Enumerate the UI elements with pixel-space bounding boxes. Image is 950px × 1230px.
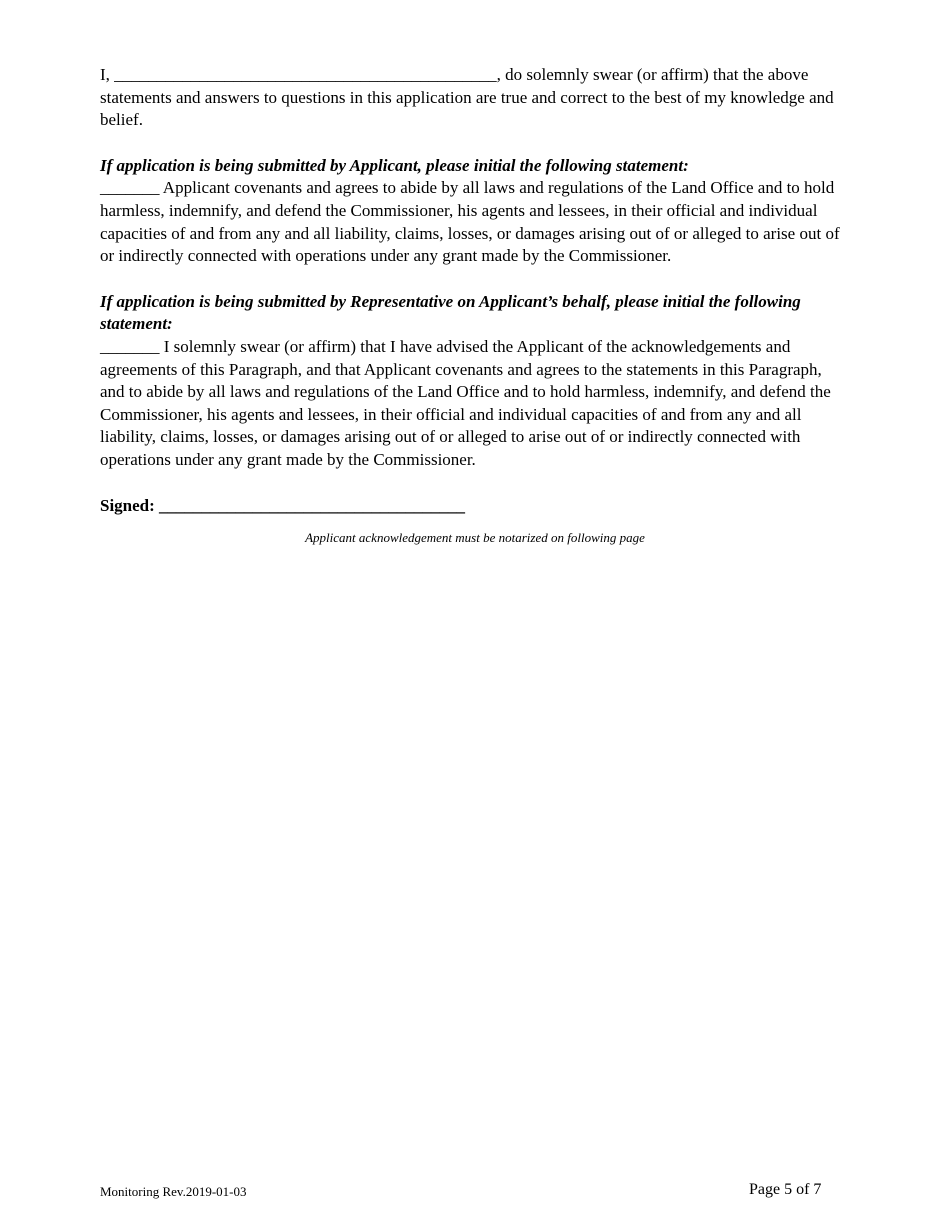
footer-revision: Monitoring Rev.2019-01-03 [100, 1184, 247, 1199]
applicant-section-statement: _______ Applicant covenants and agrees to abide by all laws and regulations of the Land Office and to hold harmless, indemnify, and defend the Commissioner, his agents and lessees, in their official and individual capacities of and from any and all liability, claims, losses, or damages arising out of or alleged to arise out of or indirectly connected with operations under any grant made by the Commissioner. [100, 178, 840, 266]
representative-section-statement: _______ I solemnly swear (or affirm) that I have advised the Applicant of the acknowledgements and agreements of this Paragraph, and that Applicant covenants and agrees to the statements in this Paragraph, and to abide by all laws and regulations of the Land Office and to hold harmless, indemnify, and defend the Commissioner, his agents and lessees, in their official and individual capacities of and from any and all liability, claims, losses, or damages arising out of or alleged to arise out of or indirectly connected with operations under any grant made by the Commissioner. [100, 336, 831, 469]
notarization-note: Applicant acknowledgement must be notarized on following page [305, 530, 645, 546]
representative-section-heading: If application is being submitted by Representative on Applicant’s behalf, please initial the following statement: [100, 291, 801, 334]
applicant-section-heading: If application is being submitted by Applicant, please initial the following statement: [100, 155, 689, 175]
document-body [100, 64, 850, 547]
footer-page-number: Page 5 of 7 [749, 1181, 822, 1198]
signature-line: Signed: ____________________________________ [100, 495, 466, 515]
oath-statement: I, _____________________________________________, do solemnly swear (or affirm) that the above statements and answers to questions in this application are true and correct to the best of my knowledge and belief. [100, 65, 834, 130]
